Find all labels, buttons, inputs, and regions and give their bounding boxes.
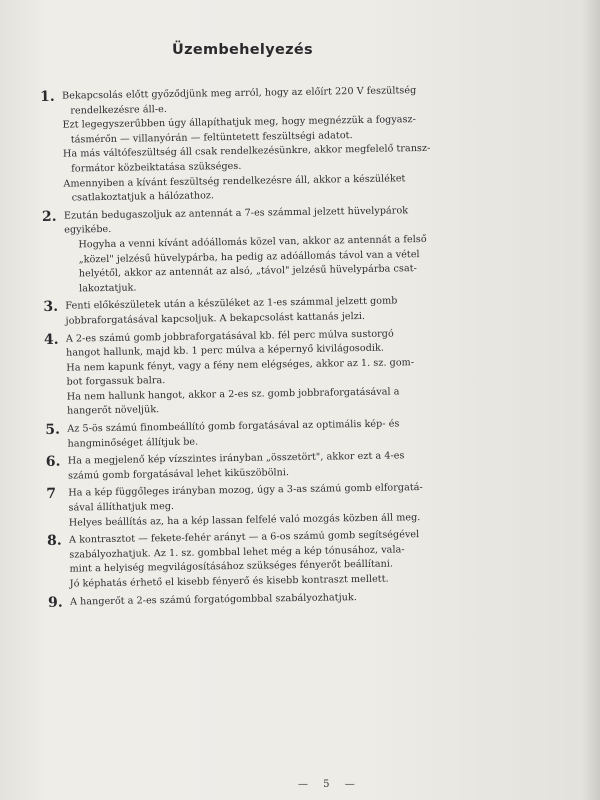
instruction-text-line: rendelkezésre áll-e. [70, 103, 168, 117]
instruction-text-line: egyikébe. [64, 224, 112, 236]
instruction-number: 6. [45, 453, 61, 471]
instruction-text-line: csatlakoztatjuk a hálózathoz. [71, 190, 215, 204]
instruction-text-line: Helyes beállítás az, ha a kép lassan felfelé való mozgás közben áll meg. [68, 511, 421, 529]
instruction-number: 2. [41, 208, 57, 225]
instruction-text-line: bot forgassuk balra. [66, 375, 166, 388]
page-edge-shadow [582, 0, 600, 800]
instruction-item [46, 448, 536, 485]
page-number: — 5 — [298, 779, 361, 790]
instruction-text-line: szabályozhatjuk. Az 1. sz. gombbal lehet még a kép tónusához, vala- [69, 544, 405, 561]
instruction-text-line: A kontrasztot — fekete-fehér arányt — a 6-os számú gomb segítségével [68, 529, 420, 546]
instruction-text-line: jobbraforgatásával kapcsoljuk. A bekapcsolást kattanás jelzi. [65, 310, 366, 327]
instruction-text-line: tásmérőn — villanyórán — feltüntetett feszültségi adatot. [70, 129, 353, 146]
instruction-item [44, 325, 535, 420]
instruction-text-line: mint a helyiség megvilágosításához szükséges fényerőt beállítani. [69, 558, 394, 576]
instruction-number: 5. [45, 421, 61, 439]
instruction-text-line: Hogyha a venni kívánt adóállomás közel van, akkor az antennát a felső [78, 233, 427, 251]
instruction-text-line: Ha a megjelenő kép vízszintes irányban „összetört", akkor ezt a 4-es [67, 450, 405, 467]
page-title: Üzembehelyezés [172, 42, 313, 58]
instruction-text-line: „közel" jelzésű hüvelypárba, ha pedig az adóállomás távol van a vétel [78, 248, 420, 265]
instruction-number: 1. [39, 88, 55, 105]
instruction-number: 7 [46, 486, 57, 503]
instruction-text-line: Ha a kép függőleges irányban mozog, úgy a 3-as számú gomb elforgatá- [68, 482, 423, 500]
instruction-text-line: helyétől, akkor az antennát az alsó, „távol" jelzésű hüvelypárba csat- [78, 263, 417, 280]
instruction-text-line: Ha más váltófeszültség áll csak rendelkezésünkre, akkor megfelelő transz- [62, 143, 431, 161]
instruction-text-line: Amennyiben a kívánt feszültség rendelkezésre áll, akkor a készüléket [63, 172, 406, 190]
instruction-number: 3. [43, 299, 59, 316]
instruction-number: 8. [46, 532, 62, 550]
instruction-text-line: számú gomb forgatásával lehet kiküszöbölni. [67, 466, 290, 482]
instruction-item [47, 526, 538, 592]
instruction-item [40, 82, 532, 206]
instruction-item [45, 415, 535, 452]
instruction-list [40, 82, 538, 613]
instruction-text-line: Jó képhatás érhető el kisebb fényerő és kisebb kontraszt mellett. [69, 573, 389, 590]
instruction-text-line: Az 5-ös számú finombeállító gomb forgatásával az optimális kép- és [67, 418, 400, 435]
instruction-text-line: Fenti előkészületek után a készüléket az 1-es számmal jelzett gomb [65, 295, 398, 312]
instruction-item [43, 293, 533, 330]
instruction-text-line: Ha nem hallunk hangot, akkor a 2-es sz. gomb jobbraforgatásával a [66, 386, 400, 403]
instruction-text-line: Ezt legegyszerűbben úgy állapíthatjuk meg, hogy megnézzük a fogyasz- [62, 114, 417, 131]
instruction-number: 9. [47, 594, 63, 611]
instruction-text-line: Ezután bedugaszoljuk az antennát a 7-es számmal jelzett hüvelypárok [63, 204, 409, 222]
instruction-text-line: hangot hallunk, majd kb. 1 perc múlva a képernyő kivilágosodik. [66, 342, 385, 359]
instruction-text-line: sával állíthatjuk meg. [68, 500, 175, 514]
instruction-text-line: A hangerőt a 2-es számú forgatógombbal szabályozhatjuk. [69, 591, 357, 608]
instruction-text-line: Bekapcsolás előtt győződjünk meg arról, hogy az előírt 220 V feszültség [62, 85, 417, 102]
instruction-item [42, 202, 533, 297]
instruction-text-line: formátor közbeiktatása szükséges. [71, 160, 242, 175]
instruction-text-line: lakoztatjuk. [79, 282, 137, 295]
instruction-text-line: A 2-es számú gomb jobbraforgatásával kb. fél perc múlva sustorgó [65, 327, 394, 345]
instruction-text-line: hangerőt növeljük. [66, 404, 160, 418]
instruction-item [46, 480, 537, 531]
instruction-text-line: hangminőséget állítjuk be. [67, 436, 199, 450]
instruction-number: 4. [43, 331, 59, 348]
instruction-text-line: Ha nem kapunk fényt, vagy a fény nem elégséges, akkor az 1. sz. gom- [66, 356, 415, 374]
